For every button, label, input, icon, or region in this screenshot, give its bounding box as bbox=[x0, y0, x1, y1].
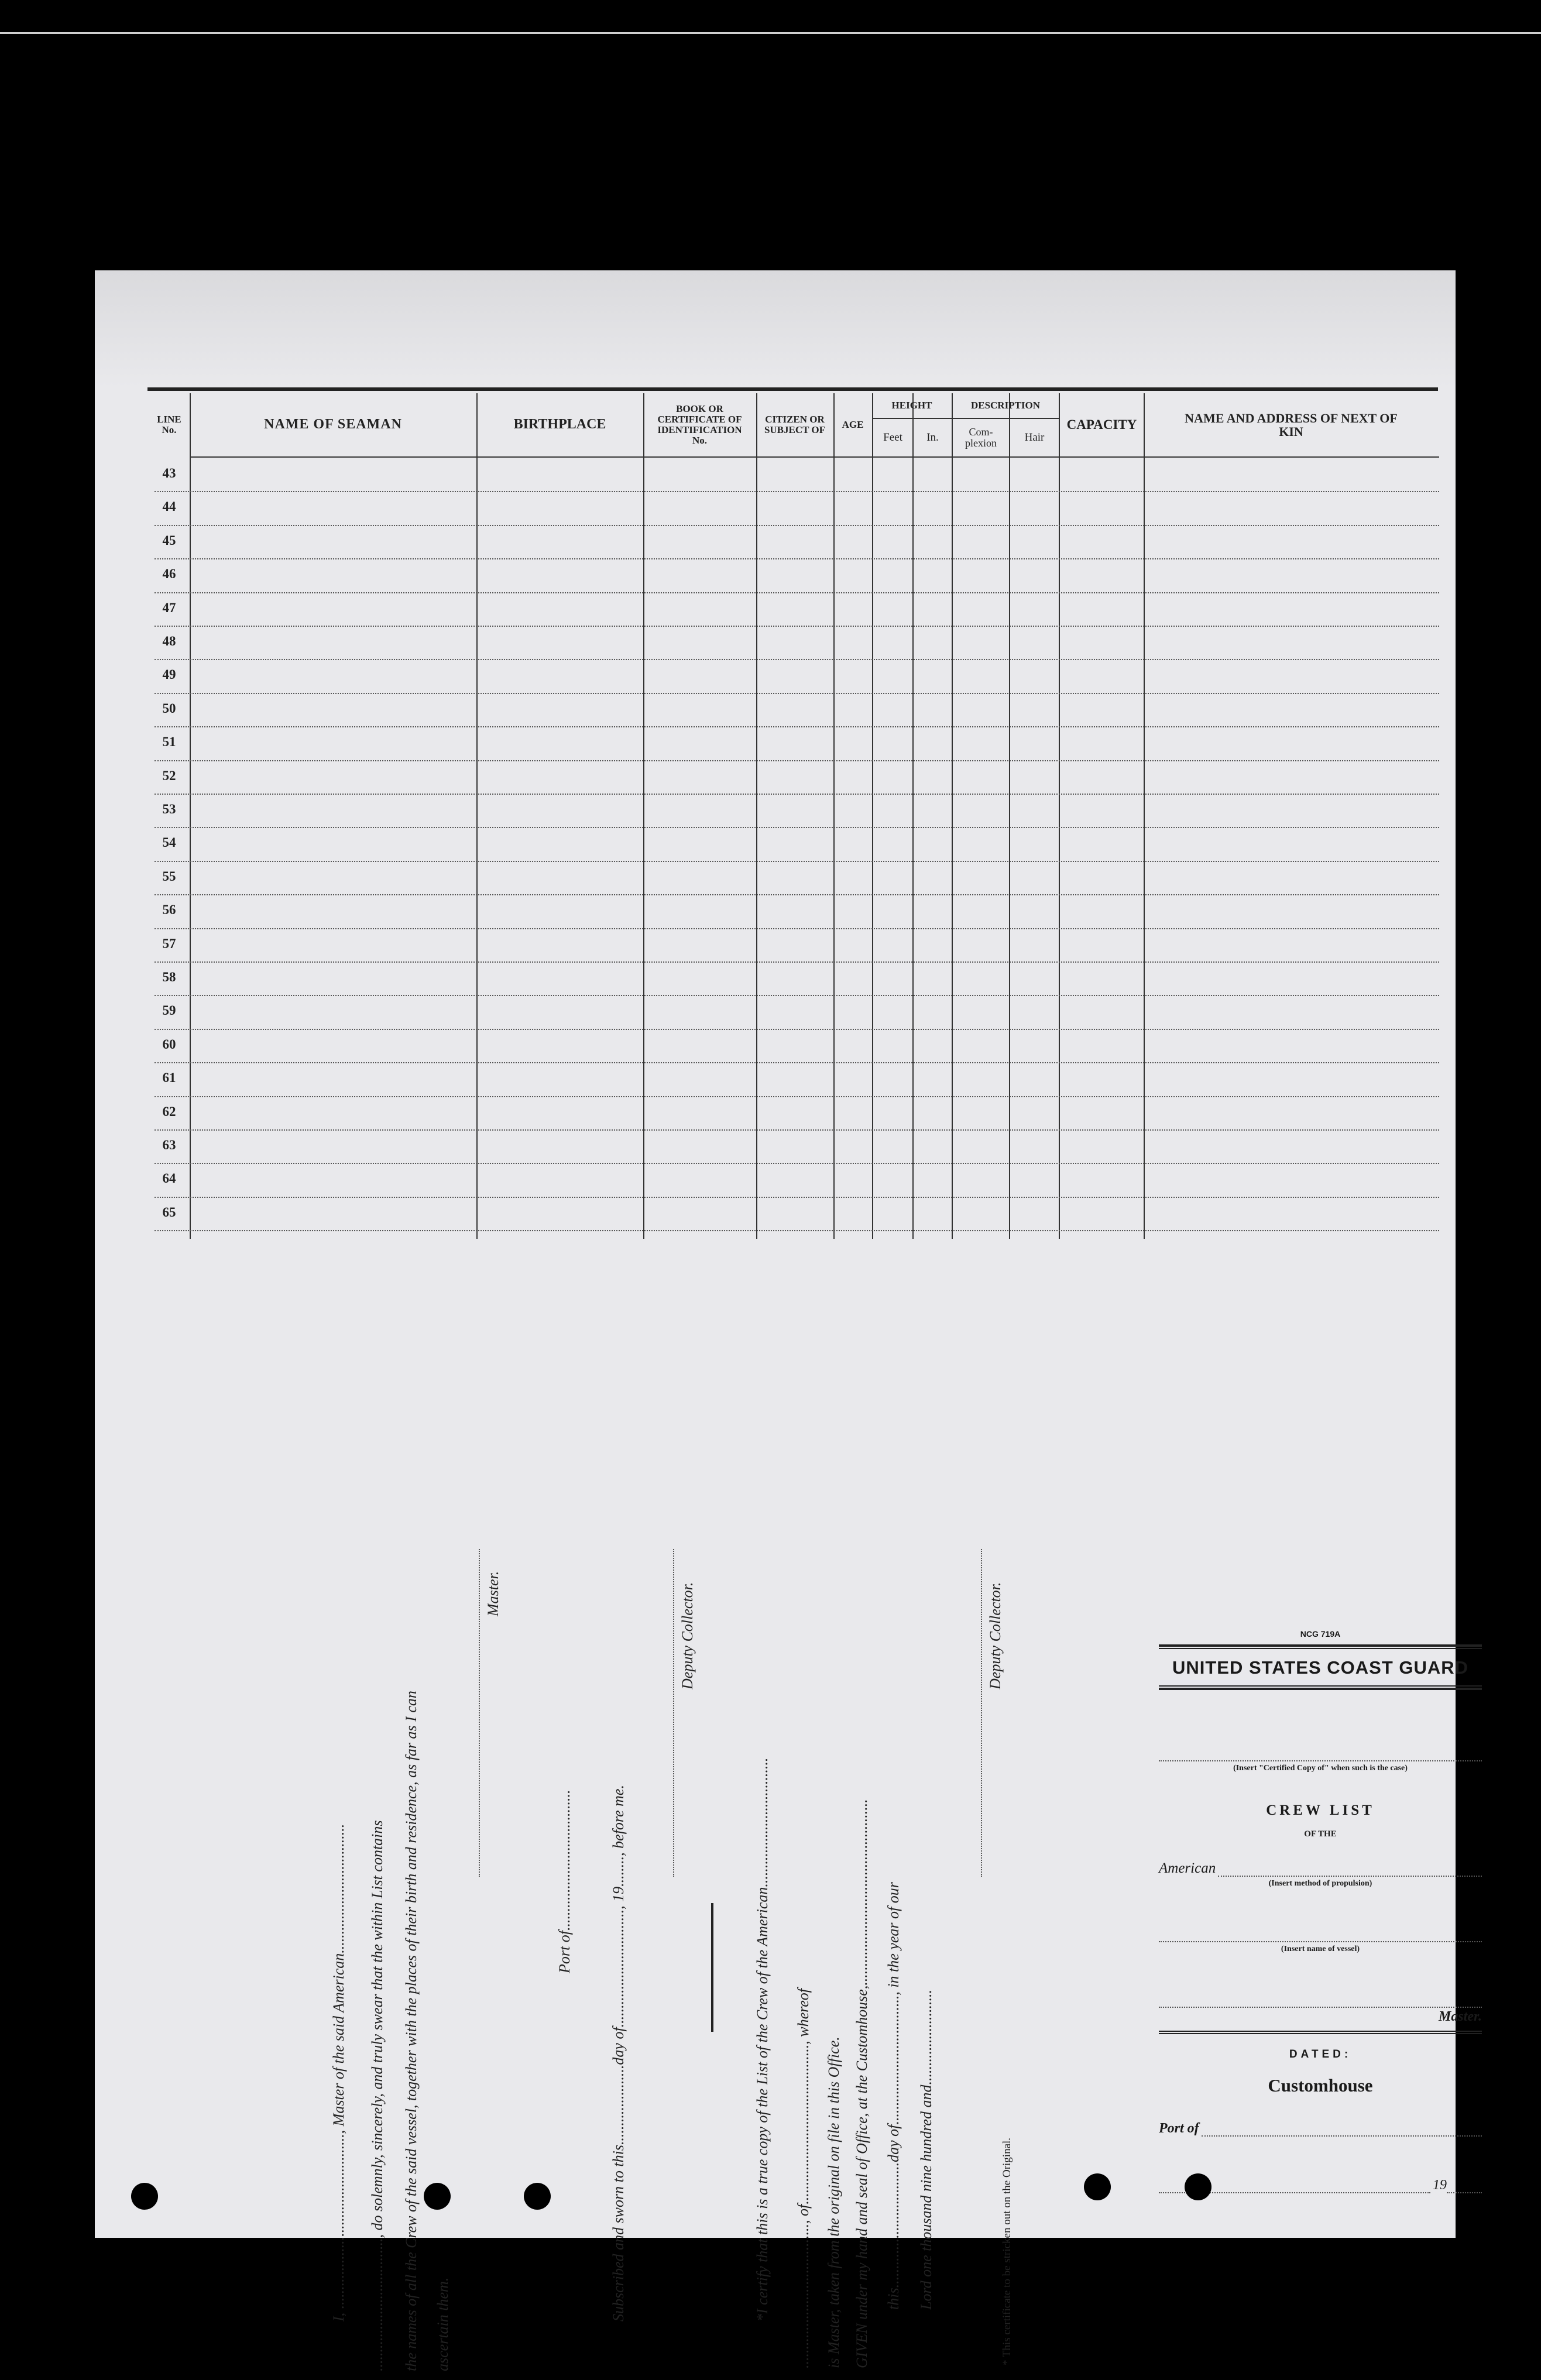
is-master-line: is Master, taken from the original on file in this Office. bbox=[825, 2036, 842, 2368]
port-field bbox=[1202, 2135, 1482, 2137]
given-line: GIVEN under my hand and seal of Office, at the Customhouse,................................................. bbox=[853, 1799, 870, 2368]
header-name-of-seaman: NAME OF SEAMAN bbox=[264, 417, 402, 432]
row-number: 55 bbox=[162, 868, 176, 884]
row-number: 56 bbox=[162, 902, 176, 918]
of-whereof-line: ......................................, of.........................................., whereof bbox=[795, 1988, 812, 2368]
separator-bar bbox=[711, 1903, 713, 2032]
row-number: 53 bbox=[162, 802, 176, 816]
row-divider bbox=[155, 726, 1439, 727]
dated-label: DATED: bbox=[1289, 2048, 1352, 2060]
row-divider bbox=[155, 592, 1439, 593]
header-next-of-kin: NAME AND ADDRESS OF NEXT OF KIN bbox=[1185, 410, 1398, 439]
row-number: 58 bbox=[162, 970, 176, 984]
certify-line: *I certify that this is a true copy of the List of the Crew of the American.................................. bbox=[754, 1757, 771, 2321]
table-top-rule bbox=[147, 387, 1438, 391]
row-divider bbox=[155, 525, 1439, 526]
row-divider bbox=[155, 995, 1439, 996]
header-complexion: Com- plexion bbox=[965, 426, 997, 449]
deputy-signature-line-1 bbox=[673, 1549, 674, 1877]
master-signature-line bbox=[479, 1549, 480, 1877]
title-rule-bottom bbox=[1159, 1685, 1482, 1690]
header-birthplace: BIRTHPLACE bbox=[513, 417, 606, 432]
title-rule-top bbox=[1159, 1644, 1482, 1649]
row-divider bbox=[155, 760, 1439, 761]
row-divider bbox=[155, 794, 1439, 795]
header-bottom-rule bbox=[190, 456, 1439, 458]
deputy-signature-line-2 bbox=[981, 1549, 982, 1877]
row-divider bbox=[155, 928, 1439, 929]
oath-line-2: ..................................., do solemnly, sincerely, and truly swear that the within List contains bbox=[369, 1820, 386, 2371]
row-divider bbox=[155, 1129, 1439, 1131]
row-divider bbox=[155, 894, 1439, 895]
crew-table bbox=[149, 393, 1439, 1239]
row-number: 63 bbox=[162, 1138, 176, 1152]
row-divider bbox=[155, 1230, 1439, 1231]
header-inches: In. bbox=[926, 431, 939, 444]
row-number: 60 bbox=[162, 1036, 176, 1052]
row-number: 61 bbox=[162, 1070, 176, 1086]
col-divider bbox=[912, 393, 914, 1239]
row-number: 50 bbox=[162, 700, 176, 716]
row-divider bbox=[155, 1062, 1439, 1063]
form-number: NCG 719A bbox=[1300, 1629, 1341, 1639]
certified-copy-note: (Insert "Certified Copy of" when such is the case) bbox=[1233, 1764, 1408, 1773]
col-divider bbox=[1009, 393, 1010, 1239]
deputy-collector-1: Deputy Collector. bbox=[679, 1582, 696, 1689]
header-feet: Feet bbox=[883, 431, 902, 444]
row-number: 47 bbox=[162, 600, 176, 615]
col-divider bbox=[643, 393, 644, 1239]
paper-shade bbox=[95, 270, 1456, 387]
row-number: 43 bbox=[162, 466, 176, 480]
row-number: 45 bbox=[162, 533, 176, 548]
american-field bbox=[1218, 1876, 1482, 1877]
header-line-no: LINE No. bbox=[157, 414, 181, 435]
row-number: 52 bbox=[162, 768, 176, 783]
american-row bbox=[1159, 1860, 1482, 1877]
port-row bbox=[1159, 2121, 1482, 2137]
vessel-name-note: (Insert name of vessel) bbox=[1281, 1945, 1360, 1953]
certified-copy-line bbox=[1159, 1690, 1482, 1761]
year-field bbox=[1447, 2192, 1482, 2193]
crew-list-title: CREW LIST bbox=[1266, 1802, 1375, 1818]
lord-line: Lord one thousand nine hundred and......................... bbox=[918, 1990, 935, 2310]
dated-rule bbox=[1159, 2031, 1482, 2034]
oath-line-4: ascertain them. bbox=[434, 2277, 451, 2371]
row-divider bbox=[155, 626, 1439, 627]
col-divider bbox=[872, 393, 873, 1239]
top-border-line bbox=[0, 32, 1541, 34]
row-divider bbox=[155, 861, 1439, 862]
oath-line-3: the names of all the Crew of the said vessel, together with the places of their birth and residence, as far as I can bbox=[403, 1691, 420, 2371]
oath-line-1: I, .............................................., Master of the said American.................................. bbox=[330, 1823, 347, 2321]
port-of-line: Port of..................................... bbox=[556, 1790, 573, 1973]
row-number: 49 bbox=[162, 667, 176, 682]
col-divider bbox=[952, 393, 953, 1239]
binder-hole bbox=[1084, 2173, 1111, 2200]
binder-hole bbox=[131, 2183, 158, 2210]
vessel-name-line bbox=[1159, 1888, 1482, 1942]
row-number: 44 bbox=[162, 499, 176, 514]
port-of-label: Port of bbox=[1159, 2121, 1199, 2136]
row-number: 59 bbox=[162, 1003, 176, 1018]
header-height: HEIGHT bbox=[891, 400, 932, 411]
american-label: American bbox=[1159, 1860, 1216, 1876]
subscribed-line: Subscribed and sworn to this.....................day of..............................., 19........, before me. bbox=[610, 1785, 627, 2321]
row-number: 51 bbox=[162, 734, 176, 750]
header-age: AGE bbox=[842, 419, 864, 431]
year-label: 19 bbox=[1433, 2178, 1447, 2193]
crew-list-form-page bbox=[95, 270, 1482, 2371]
row-number: 62 bbox=[162, 1104, 176, 1119]
header-book-certificate: BOOK OR CERTIFICATE OF IDENTIFICATION No. bbox=[657, 403, 742, 446]
row-divider bbox=[155, 558, 1439, 559]
header-description: DESCRIPTION bbox=[970, 400, 1041, 411]
row-divider bbox=[155, 491, 1439, 492]
deputy-collector-2: Deputy Collector. bbox=[987, 1582, 1004, 1689]
binder-hole bbox=[424, 2183, 451, 2210]
row-number: 54 bbox=[162, 835, 176, 850]
customhouse-label: Customhouse bbox=[1268, 2075, 1373, 2096]
row-divider bbox=[155, 1029, 1439, 1030]
row-divider bbox=[155, 659, 1439, 660]
row-divider bbox=[155, 827, 1439, 828]
col-divider bbox=[833, 393, 835, 1239]
col-divider bbox=[1144, 393, 1145, 1239]
binder-hole bbox=[524, 2183, 551, 2210]
row-number: 57 bbox=[162, 936, 176, 951]
col-divider bbox=[476, 393, 478, 1239]
header-capacity: CAPACITY bbox=[1066, 417, 1137, 432]
master-label: Master. bbox=[1438, 2009, 1482, 2024]
propulsion-note: (Insert method of propulsion) bbox=[1268, 1879, 1372, 1888]
binder-hole bbox=[1185, 2173, 1211, 2200]
col-divider bbox=[190, 393, 191, 1239]
row-divider bbox=[155, 693, 1439, 694]
of-the-label: OF THE bbox=[1304, 1829, 1337, 1839]
row-number: 46 bbox=[162, 566, 176, 582]
row-number: 65 bbox=[162, 1204, 176, 1220]
this-day-line: this.................................day of.................................., in the year of our bbox=[885, 1882, 902, 2310]
row-divider bbox=[155, 1163, 1439, 1164]
master-label: Master. bbox=[485, 1571, 502, 1616]
agency-title: UNITED STATES COAST GUARD bbox=[1172, 1657, 1469, 1678]
footnote: * This certificate to be stricken out on the Original. bbox=[1001, 2137, 1013, 2365]
row-divider bbox=[155, 1197, 1439, 1198]
col-divider bbox=[1059, 393, 1060, 1239]
oath-certificate bbox=[281, 1549, 1071, 2380]
row-number: 64 bbox=[162, 1171, 176, 1186]
col-divider bbox=[756, 393, 757, 1239]
header-citizen: CITIZEN OR SUBJECT OF bbox=[764, 414, 826, 435]
row-divider bbox=[155, 961, 1439, 963]
master-name-line bbox=[1159, 1954, 1482, 2008]
row-number: 48 bbox=[162, 634, 176, 648]
row-divider bbox=[155, 1096, 1439, 1097]
form-cover bbox=[1159, 1629, 1482, 2193]
header-hair: Hair bbox=[1024, 431, 1045, 444]
